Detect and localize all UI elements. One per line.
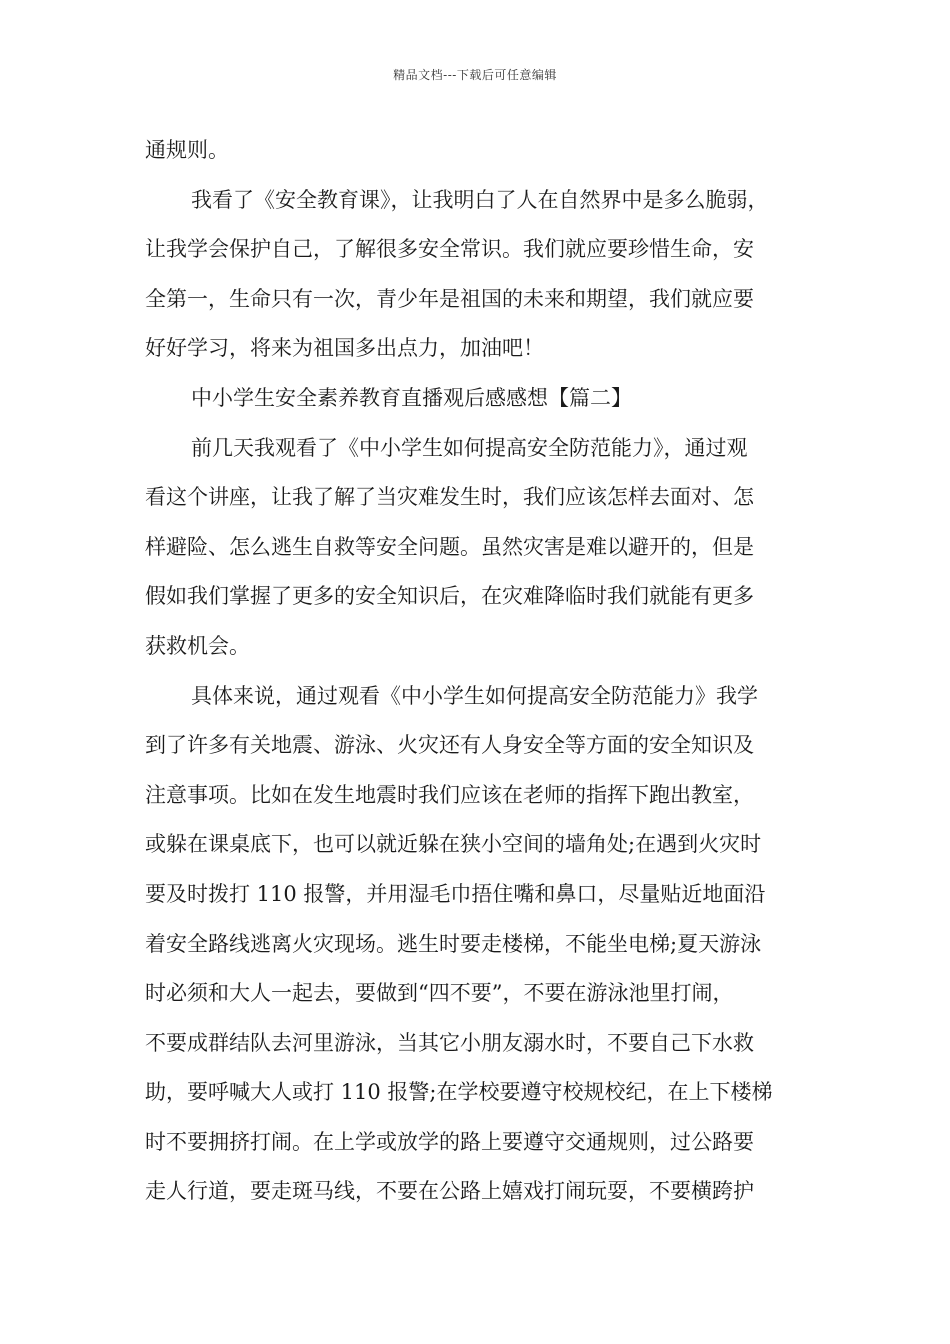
text-line: 好好学习，将来为祖国多出点力，加油吧！	[145, 336, 544, 361]
text-line: 全第一，生命只有一次，青少年是祖国的未来和期望，我们就应要	[145, 286, 754, 311]
text-line: 时不要拥挤打闹。在上学或放学的路上要遵守交通规则，过公路要	[145, 1129, 754, 1154]
text-line: 着安全路线逃离火灾现场。逃生时要走楼梯，不能坐电梯;夏天游泳	[145, 931, 762, 956]
text-line: 具体来说，通过观看《中小学生如何提高安全防范能力》我学	[191, 683, 758, 708]
text-line: 让我学会保护自己，了解很多安全常识。我们就应要珍惜生命，安	[145, 237, 754, 262]
text-line: 前几天我观看了《中小学生如何提高安全防范能力》，通过观	[191, 435, 748, 460]
text-line: 时必须和大人一起去，要做到“四不要”，不要在游泳池里打闹，	[145, 981, 734, 1006]
text-line: 通规则。	[145, 138, 229, 162]
text-line: 走人行道，要走斑马线，不要在公路上嬉戏打闹玩耍，不要横跨护	[145, 1179, 754, 1204]
page-header: 精品文档---下载后可任意编辑	[393, 68, 557, 82]
text-line: 到了许多有关地震、游泳、火灾还有人身安全等方面的安全知识及	[145, 733, 754, 758]
text-line: 助，要呼喊大人或打 110 报警;在学校要遵守校规校纪，在上下楼梯	[145, 1080, 773, 1105]
text-line: 假如我们掌握了更多的安全知识后，在灾难降临时我们就能有更多	[145, 584, 754, 609]
text-line: 要及时拨打 110 报警，并用湿毛巾捂住嘴和鼻口，尽量贴近地面沿	[145, 881, 766, 906]
text-line: 样避险、怎么逃生自救等安全问题。虽然灾害是难以避开的，但是	[145, 534, 754, 559]
text-line: 看这个讲座，让我了解了当灾难发生时，我们应该怎样去面对、怎	[145, 485, 754, 510]
text-line: 不要成群结队去河里游泳，当其它小朋友溺水时，不要自己下水救	[145, 1030, 754, 1055]
document-body	[145, 126, 809, 1217]
text-line: 我看了《安全教育课》，让我明白了人在自然界中是多么脆弱，	[191, 187, 769, 212]
text-line: 获救机会。	[145, 633, 250, 658]
text-line: 注意事项。比如在发生地震时我们应该在老师的指挥下跑出教室，	[145, 782, 754, 807]
text-line: 或躲在课桌底下，也可以就近躲在狭小空间的墙角处;在遇到火灾时	[145, 832, 762, 857]
text-line: 中小学生安全素养教育直播观后感感想【篇二】	[191, 385, 632, 410]
